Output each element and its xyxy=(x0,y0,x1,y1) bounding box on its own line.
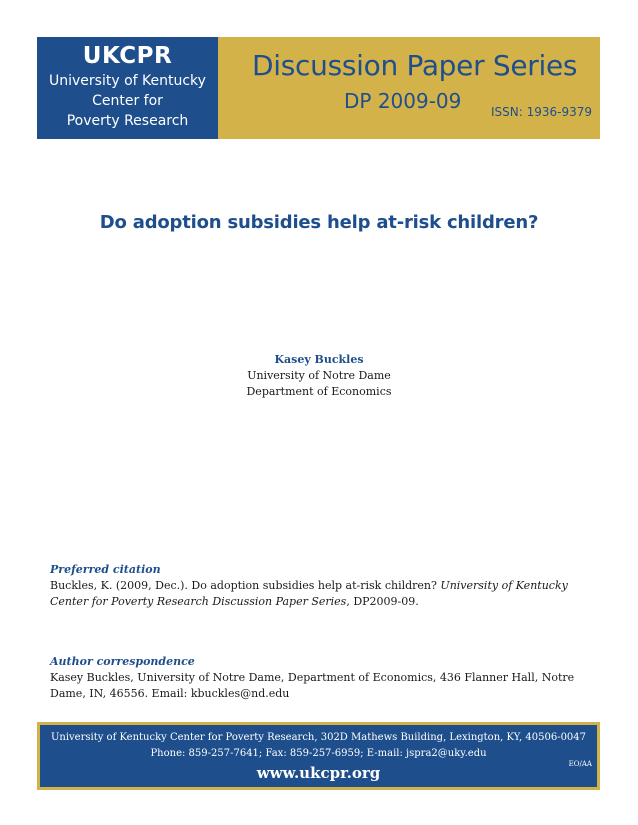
citation-text-start: Buckles, K. (2009, Dec.). Do adoption subsidies help at-risk children? xyxy=(50,579,441,592)
correspondence-block xyxy=(50,654,595,702)
org-name-line2: Center for xyxy=(92,93,163,109)
correspondence-text: Kasey Buckles, University of Notre Dame, Department of Economics, 436 Flanner Hall, Notre Dame, IN, 46556. Email: kbuckles@nd.edu xyxy=(50,671,575,700)
org-name-line1: University of Kentucky xyxy=(49,73,206,89)
issn: ISSN: 1936-9379 xyxy=(490,105,592,119)
citation-journal: University of Kentucky Center for Poverty Research Discussion Paper Series xyxy=(50,579,568,608)
citation-block xyxy=(50,562,595,610)
footer-address: University of Kentucky Center for Poverty Research, 302D Mathews Building, Lexington, KY, 40506-0047 xyxy=(50,732,587,743)
footer-banner xyxy=(37,722,600,790)
header-banner xyxy=(37,37,600,139)
footer-url-link[interactable]: www.ukcpr.org xyxy=(256,764,381,782)
citation-text xyxy=(50,578,595,610)
footer-contact: Phone: 859-257-7641; Fax: 859-257-6959; E-mail: jspra2@uky.edu xyxy=(150,748,487,759)
series-block xyxy=(218,37,600,139)
org-acronym: UKCPR xyxy=(82,43,173,69)
author-affiliation-department: Department of Economics xyxy=(246,385,392,398)
org-name-line3: Poverty Research xyxy=(66,113,189,129)
citation-text-end: , DP2009-09. xyxy=(346,595,419,608)
correspondence-heading: Author correspondence xyxy=(50,655,195,668)
series-title: Discussion Paper Series xyxy=(252,49,578,82)
brand-block xyxy=(37,37,218,139)
citation-heading: Preferred citation xyxy=(50,563,161,576)
paper-title: Do adoption subsidies help at-risk children? xyxy=(99,212,539,233)
paper-number: DP 2009-09 xyxy=(344,89,462,113)
author-name: Kasey Buckles xyxy=(274,353,364,366)
author-affiliation-university: University of Notre Dame xyxy=(247,369,391,382)
footer-eo-aa: EO/AA xyxy=(568,760,592,768)
author-block xyxy=(0,352,638,400)
